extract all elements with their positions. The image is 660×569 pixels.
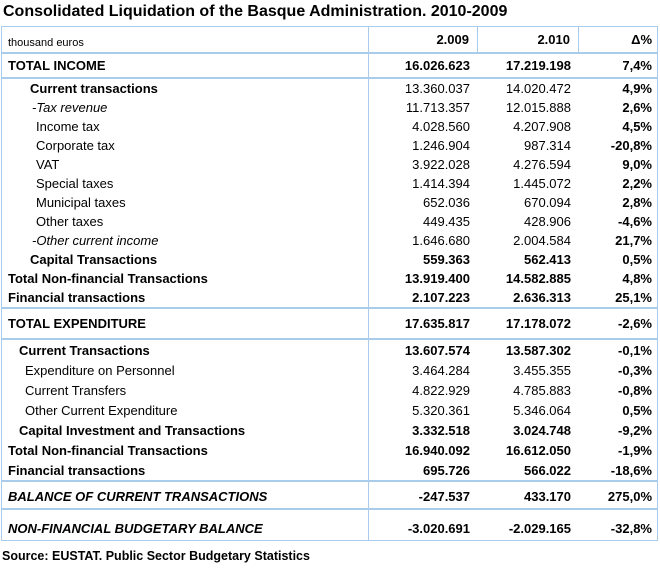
value-2010: 3.024.748	[513, 422, 571, 438]
value-delta-pct: 275,0%	[607, 489, 652, 504]
value-2009: 449.435	[423, 214, 470, 229]
value-2009: -247.537	[418, 489, 470, 504]
value-2010: 16.612.050	[505, 442, 571, 458]
table-row	[2, 231, 657, 250]
value-2009: 17.635.817	[404, 316, 470, 331]
value-2010: 562.413	[524, 252, 571, 267]
row-label: Financial transactions	[2, 460, 369, 480]
row-label: BALANCE OF CURRENT TRANSACTIONS	[2, 482, 369, 508]
table-row	[2, 155, 657, 174]
table-header	[1, 26, 658, 53]
value-2009: 1.414.394	[412, 176, 470, 191]
table-row	[2, 288, 657, 307]
value-2010: 3.455.355	[513, 362, 571, 378]
row-label: Special taxes	[2, 174, 369, 193]
value-2009: 4.822.929	[412, 382, 470, 398]
value-delta-pct: 4,8%	[622, 271, 652, 286]
value-2009: 13.607.574	[404, 342, 470, 358]
value-2010: 14.582.885	[505, 271, 571, 286]
row-label: Total Non-financial Transactions	[2, 440, 369, 460]
value-2010: 566.022	[524, 462, 571, 478]
value-delta-pct: 4,9%	[622, 81, 652, 96]
table-row	[2, 269, 657, 288]
value-delta-pct: 25,1%	[615, 290, 652, 305]
row-label: Other taxes	[2, 212, 369, 231]
table-row	[2, 340, 657, 360]
row-label: Expenditure on Personnel	[2, 360, 369, 380]
table-row	[2, 380, 657, 400]
value-delta-pct: 7,4%	[622, 58, 652, 73]
value-delta-pct: -2,6%	[618, 316, 652, 331]
table-row	[2, 136, 657, 155]
table-row	[2, 174, 657, 193]
value-delta-pct: 2,2%	[622, 176, 652, 191]
value-2009: 2.107.223	[412, 290, 470, 305]
value-2009: 3.464.284	[412, 362, 470, 378]
table-row	[2, 79, 657, 98]
section-total-income	[1, 53, 658, 78]
value-2010: 4.207.908	[513, 119, 571, 134]
value-2010: 12.015.888	[505, 100, 571, 115]
table-row	[2, 117, 657, 136]
value-2010: 13.587.302	[505, 342, 571, 358]
value-2010: 987.314	[524, 138, 571, 153]
table-row	[2, 193, 657, 212]
value-delta-pct: -9,2%	[618, 422, 652, 438]
value-2009: 1.246.904	[412, 138, 470, 153]
table-row	[2, 400, 657, 420]
value-2010: 4.785.883	[513, 382, 571, 398]
row-label: TOTAL INCOME	[2, 54, 369, 77]
value-2010: 17.219.198	[505, 58, 571, 73]
value-2010: 428.906	[524, 214, 571, 229]
value-delta-pct: 0,5%	[622, 252, 652, 267]
data-table	[1, 26, 658, 541]
value-delta-pct: -4,6%	[618, 214, 652, 229]
value-2009: 4.028.560	[412, 119, 470, 134]
value-2010: 2.636.313	[513, 290, 571, 305]
row-label: Municipal taxes	[2, 193, 369, 212]
table-row	[2, 460, 657, 480]
value-2009: 5.320.361	[412, 402, 470, 418]
value-2010: 14.020.472	[505, 81, 571, 96]
row-label: Capital Transactions	[2, 250, 369, 269]
value-2009: 16.026.623	[404, 58, 470, 73]
value-2010: 2.004.584	[513, 233, 571, 248]
table-row	[2, 420, 657, 440]
column-header-delta: Δ%	[631, 32, 652, 47]
value-2009: 1.646.680	[412, 233, 470, 248]
value-delta-pct: -0,3%	[618, 362, 652, 378]
value-delta-pct: 21,7%	[615, 233, 652, 248]
row-label: Current transactions	[2, 79, 369, 98]
source-note: Source: EUSTAT. Public Sector Budgetary Statistics	[2, 549, 310, 563]
column-header-2009: 2.009	[369, 27, 478, 52]
row-label: Other Current Expenditure	[2, 400, 369, 420]
value-2009: 3.332.518	[412, 422, 470, 438]
table-row	[2, 440, 657, 460]
value-delta-pct: -1,9%	[618, 442, 652, 458]
value-2009: 3.922.028	[412, 157, 470, 172]
table-row	[2, 510, 657, 540]
value-delta-pct: -0,1%	[618, 342, 652, 358]
table-row	[2, 360, 657, 380]
value-2010: 4.276.594	[513, 157, 571, 172]
row-label: -Other current income	[2, 231, 369, 250]
value-delta-pct: -32,8%	[610, 521, 652, 536]
value-2010: 670.094	[524, 195, 571, 210]
value-2009: 695.726	[423, 462, 470, 478]
unit-label: thousand euros	[2, 27, 369, 52]
table-row	[2, 98, 657, 117]
table-row	[2, 250, 657, 269]
header-row	[2, 27, 657, 52]
row-label: VAT	[2, 155, 369, 174]
table-body	[1, 53, 658, 541]
section-balance-nonfinancial	[1, 509, 658, 541]
value-2009: -3.020.691	[407, 521, 470, 536]
value-delta-pct: 2,6%	[622, 100, 652, 115]
section-total-expenditure	[1, 308, 658, 339]
row-label: -Tax revenue	[2, 98, 369, 117]
row-label: Current Transfers	[2, 380, 369, 400]
page-title: Consolidated Liquidation of the Basque Administration. 2010-2009	[3, 3, 508, 20]
value-2010: 433.170	[524, 489, 571, 504]
table-row	[2, 54, 657, 77]
section-income-details	[1, 78, 658, 308]
row-label: Income tax	[2, 117, 369, 136]
value-2009: 13.360.037	[404, 81, 470, 96]
value-delta-pct: -0,8%	[618, 382, 652, 398]
section-expenditure-details	[1, 339, 658, 481]
value-2010: 1.445.072	[513, 176, 571, 191]
value-2010: -2.029.165	[508, 521, 571, 536]
value-delta-pct: 2,8%	[622, 195, 652, 210]
value-delta-pct: -20,8%	[610, 138, 652, 153]
section-balance-current	[1, 481, 658, 509]
value-2010: 5.346.064	[513, 402, 571, 418]
row-label: Current Transactions	[2, 340, 369, 360]
row-label: Total Non-financial Transactions	[2, 269, 369, 288]
row-label: TOTAL EXPENDITURE	[2, 309, 369, 338]
value-2009: 16.940.092	[404, 442, 470, 458]
value-2009: 13.919.400	[404, 271, 470, 286]
row-label: NON-FINANCIAL BUDGETARY BALANCE	[2, 510, 369, 540]
value-2010: 17.178.072	[505, 316, 571, 331]
row-label: Financial transactions	[2, 288, 369, 307]
table-row	[2, 212, 657, 231]
value-delta-pct: 4,5%	[622, 119, 652, 134]
value-delta-pct: 0,5%	[622, 402, 652, 418]
table-row	[2, 482, 657, 508]
value-2009: 11.713.357	[405, 100, 470, 115]
value-delta-pct: -18,6%	[610, 462, 652, 478]
value-delta-pct: 9,0%	[622, 157, 652, 172]
row-label: Capital Investment and Transactions	[2, 420, 369, 440]
column-header-2010: 2.010	[478, 27, 579, 52]
value-2009: 652.036	[423, 195, 470, 210]
value-2009: 559.363	[423, 252, 470, 267]
row-label: Corporate tax	[2, 136, 369, 155]
table-row	[2, 309, 657, 338]
